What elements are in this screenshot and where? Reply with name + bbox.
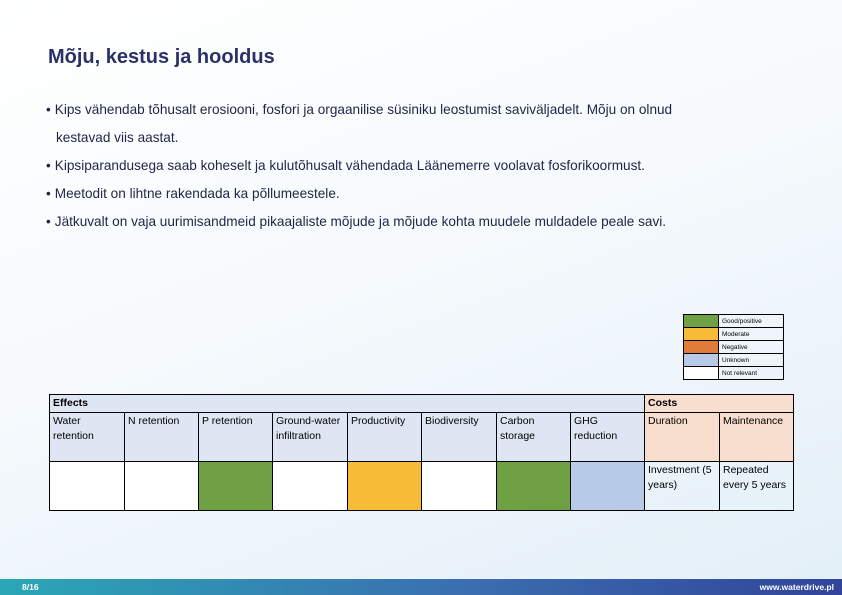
slide-title: Mõju, kestus ja hooldus xyxy=(48,46,275,68)
bullet-text: Meetodit on lihtne rakendada ka põllumeestele. xyxy=(54,186,340,201)
legend-label: Moderate xyxy=(719,328,784,341)
bullet-list xyxy=(46,96,746,236)
effects-costs-table xyxy=(49,394,794,511)
cell-ghg-reduction-rating xyxy=(571,462,645,511)
cell-n-retention-rating xyxy=(125,462,199,511)
footer-bar xyxy=(0,579,842,595)
cell-groundwater-infiltration-rating xyxy=(273,462,348,511)
bullet-text: Kipsiparandusega saab koheselt ja kulutõhusalt vähendada Läänemerre voolavat fosforikoormust. xyxy=(54,158,645,173)
legend-table xyxy=(683,314,784,380)
legend-swatch-not-relevant xyxy=(684,367,719,380)
legend-row xyxy=(684,328,784,341)
legend-row xyxy=(684,315,784,328)
bullet-item xyxy=(46,96,746,124)
col-n-retention: N retention xyxy=(125,413,199,462)
legend-row xyxy=(684,341,784,354)
table-group-header-row xyxy=(50,395,794,413)
bullet-continuation xyxy=(46,124,746,152)
col-duration: Duration xyxy=(645,413,720,462)
bullet-item xyxy=(46,152,746,180)
legend-row xyxy=(684,354,784,367)
legend-label: Negative xyxy=(719,341,784,354)
legend-swatch-negative xyxy=(684,341,719,354)
cell-maintenance-value: Repeated every 5 years xyxy=(720,462,794,511)
legend-label: Not relevant xyxy=(719,367,784,380)
bullet-text: Jätkuvalt on vaja uurimisandmeid pikaajaliste mõjude ja mõjude kohta muudele muldadele peale savi. xyxy=(54,214,667,229)
legend-swatch-moderate xyxy=(684,328,719,341)
legend-swatch-good xyxy=(684,315,719,328)
col-p-retention: P retention xyxy=(199,413,273,462)
cell-biodiversity-rating xyxy=(422,462,497,511)
col-carbon-storage: Carbon storage xyxy=(497,413,571,462)
cell-carbon-storage-rating xyxy=(497,462,571,511)
legend-row xyxy=(684,367,784,380)
bullet-dot: • xyxy=(46,102,51,117)
legend-label: Unknown xyxy=(719,354,784,367)
page-number: 8/16 xyxy=(22,582,39,592)
col-ghg-reduction: GHG reduction xyxy=(571,413,645,462)
legend-swatch-unknown xyxy=(684,354,719,367)
bullet-dot: • xyxy=(46,186,51,201)
cell-duration-value: Investment (5 years) xyxy=(645,462,720,511)
col-productivity: Productivity xyxy=(348,413,422,462)
bullet-dot: • xyxy=(46,214,51,229)
col-maintenance: Maintenance xyxy=(720,413,794,462)
bullet-text: Kips vähendab tõhusalt erosiooni, fosfori ja orgaanilise süsiniku leostumist saviväljadelt. Mõju on olnud xyxy=(54,102,673,117)
legend-label: Good/positive xyxy=(719,315,784,328)
cell-p-retention-rating xyxy=(199,462,273,511)
costs-header: Costs xyxy=(645,395,794,413)
table-column-names-row xyxy=(50,413,794,462)
bullet-item xyxy=(46,180,746,208)
effects-header: Effects xyxy=(50,395,645,413)
bullet-text: kestavad viis aastat. xyxy=(56,130,179,145)
bullet-item xyxy=(46,208,746,236)
cell-productivity-rating xyxy=(348,462,422,511)
bullet-dot: • xyxy=(46,158,51,173)
table-values-row xyxy=(50,462,794,511)
col-biodiversity: Biodiversity xyxy=(422,413,497,462)
col-groundwater-infiltration: Ground-water infiltration xyxy=(273,413,348,462)
cell-water-retention-rating xyxy=(50,462,125,511)
col-water-retention: Water retention xyxy=(50,413,125,462)
footer-url: www.waterdrive.pl xyxy=(759,582,834,592)
